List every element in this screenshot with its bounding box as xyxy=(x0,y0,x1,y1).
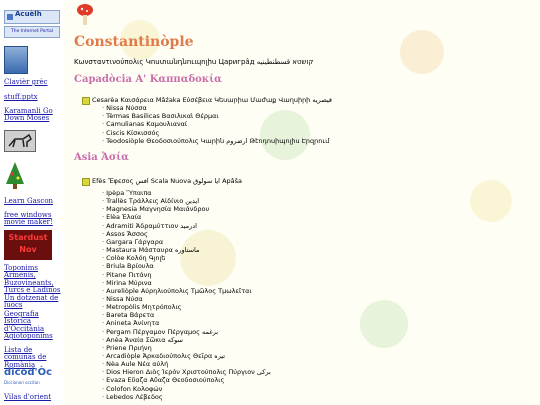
list-item: · Mirina Μύρινα xyxy=(102,278,152,287)
page-title: Constantinòple xyxy=(74,34,194,50)
section-lead-asia: Efès Ἔφεσος افس Scala Nuova ايا سولوق Apâša xyxy=(92,177,242,185)
section-lead-capadocia: Cesarèa Καισάρεια Mâźaka Εὐσέβεια Կեսարիա Մաժաք Վաղսիրի قيصريه xyxy=(92,96,332,104)
list-item: · Anineta Ἀνίνητα xyxy=(102,319,160,328)
list-item: · Pitane Πιτάνη xyxy=(102,270,152,279)
list-item: · Colofon Κολοφών xyxy=(102,384,163,393)
list-item: · Aureliòple Αὐρηλιούπολις Τμῶλος Τμωλεῖται xyxy=(102,286,252,295)
home-label: Acuèlh xyxy=(15,10,42,18)
sidebar-link-toponims[interactable]: Toponims Armènis, Buzovineants, Turcs e Ladinos xyxy=(4,264,61,295)
list-item: · Lebedos Λέβεδος xyxy=(102,392,163,401)
bullet-icon xyxy=(82,178,90,186)
list-item: · Pergam Πέργαμον Πέργαμος برغمه xyxy=(102,327,219,336)
list-item: · Arcadiòple Ἀρκαδιούπολις Θεῖρα تيره xyxy=(102,352,226,360)
sidebar-link-dotzenat[interactable]: Un dotzenat de luòcs xyxy=(4,294,59,310)
horse-icon xyxy=(5,131,35,151)
main-content xyxy=(74,0,540,405)
list-item: · Teodosiòple Θεοδοσιούπολις Կարին ارضروم Թէոդոսիպոլիս Էրզրում xyxy=(102,136,330,145)
list-item: · Anèa Ἀναία Σῶκια سوكه xyxy=(102,335,183,344)
dicod-logo[interactable]: dicod'Òc Diccionari occitan xyxy=(4,367,53,385)
section-heading-capadocia: Capadòcia Α' Καππαδοκία xyxy=(74,74,222,85)
keyboard-image[interactable] xyxy=(4,46,28,74)
sidebar-link-clavier[interactable]: Clavièr grèc xyxy=(4,78,48,86)
list-item: · Magnesia Μαγνησία Μαιάνδρου xyxy=(102,205,210,214)
sidebar-link-geografia[interactable]: Geografia Istorica d'Occitània xyxy=(4,310,45,333)
language-names: Κωνσταντινούπολις Կոստանդնուպոլիս Царигра̂д קושטא قسطنطينيه xyxy=(74,58,314,66)
list-item: · Adramiti Ἀδραμύττιον ادرميد xyxy=(102,221,197,230)
list-item: · Metropòlis Μητρόπολις xyxy=(102,303,182,312)
portal-link[interactable]: The Internet Portal xyxy=(4,26,60,38)
list-item: · Tèrmas Basilicas Βασιλικαὶ Θέρμαι xyxy=(102,112,219,121)
sidebar-link-movie-maker[interactable]: free windows movie maker! xyxy=(4,211,53,227)
sidebar-link-karamanli[interactable]: Karamanli Go Down Moses xyxy=(4,107,53,123)
list-item: · Trallès Τράλλεις Αἰδίνιο ايدين xyxy=(102,197,200,206)
list-item: · Evaza Εὔαζα Αὔαζα Θεοδοσιούπολις xyxy=(102,376,225,385)
sidebar xyxy=(0,0,64,405)
list-item: · Nèa Aule Νέα αὐλή xyxy=(102,360,169,369)
home-icon xyxy=(7,14,13,20)
stardust-banner[interactable]: Stardust Nov xyxy=(4,230,52,260)
home-link[interactable] xyxy=(4,10,60,24)
list-item: · Ciscis Κίσκισσός xyxy=(102,128,160,137)
sidebar-link-stuff[interactable]: stuff.pptx xyxy=(4,93,38,101)
list-item: · Elèa Ἐλαία xyxy=(102,213,142,222)
mushroom-icon xyxy=(76,3,94,29)
list-item: · Bareta Βάρετα xyxy=(102,311,155,320)
sidebar-link-learn-gascon[interactable]: Learn Gascon xyxy=(4,197,54,205)
list-item: · Camulianas Καμουλιαναί xyxy=(102,120,188,129)
list-item: · Mastaura Μάσταυρα ماستاوره xyxy=(102,246,200,255)
section-heading-asia: Asia Ἀσία xyxy=(74,152,129,163)
sidebar-link-agiotoponims[interactable]: Agiotoponims xyxy=(4,332,53,340)
list-item: · Colòe Κολόη Գյոլե xyxy=(102,254,166,263)
bullet-icon xyxy=(82,97,90,105)
horse-image[interactable] xyxy=(4,130,36,152)
christmas-tree-image[interactable] xyxy=(4,160,26,190)
list-item: · Nissa Νύσσα xyxy=(102,104,147,112)
list-item: · Ipèpa Ὕπαιπα xyxy=(102,189,152,197)
list-item: · Nissa Νύσα xyxy=(102,294,143,303)
list-item: · Priene Πριήνη xyxy=(102,343,152,352)
list-item: · Briula Βρίουλα xyxy=(102,262,154,271)
list-item: · Dios Hieron Διὸς Ἱερόν Χριστούπολις Πύργιον بركى xyxy=(102,368,271,377)
sidebar-link-vilas[interactable]: Vilas d'orient xyxy=(4,393,52,401)
list-item: · Gargara Γάργαρα xyxy=(102,237,164,246)
sidebar-link-comunas[interactable]: Lista de comunas de Romània xyxy=(4,346,47,369)
list-item: · Assos Ἄσσος xyxy=(102,229,148,238)
tree-icon xyxy=(4,160,26,190)
